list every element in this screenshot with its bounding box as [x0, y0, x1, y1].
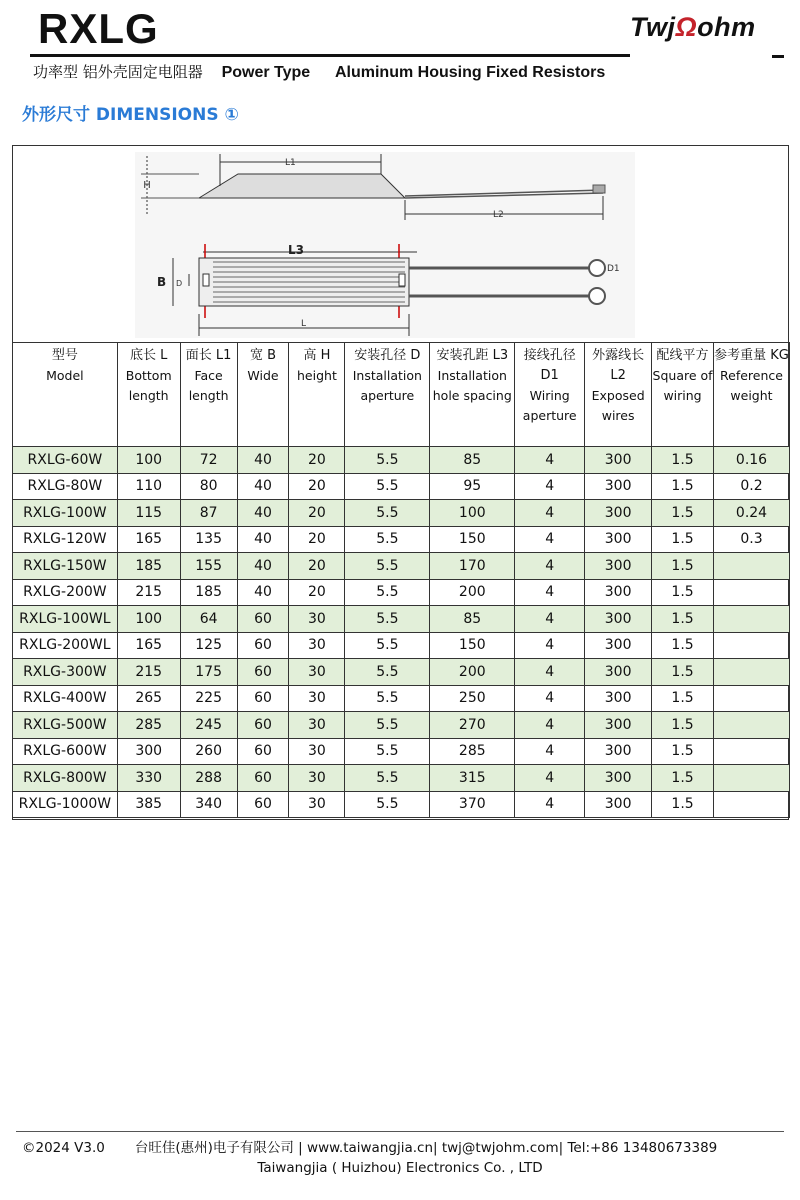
- value-cell: 300: [117, 738, 180, 765]
- model-cell: RXLG-60W: [13, 447, 118, 474]
- model-cell: RXLG-80W: [13, 473, 118, 500]
- value-cell: 4: [515, 500, 585, 527]
- value-cell: 215: [117, 579, 180, 606]
- column-header: [515, 343, 585, 447]
- value-cell: 300: [585, 473, 652, 500]
- column-header-en: Reference weight: [720, 368, 783, 403]
- value-cell: 4: [515, 526, 585, 553]
- value-cell: 60: [237, 659, 289, 686]
- value-cell: 300: [585, 553, 652, 580]
- value-cell: 5.5: [345, 473, 430, 500]
- model-cell: RXLG-200W: [13, 579, 118, 606]
- column-header: [237, 343, 289, 447]
- value-cell: 20: [289, 526, 345, 553]
- column-header-en: Wiring aperture: [522, 388, 577, 423]
- column-header-cn: 外露线长 L2: [592, 348, 645, 383]
- model-cell: RXLG-800W: [13, 765, 118, 792]
- column-header-en: height: [297, 368, 337, 383]
- value-cell: 260: [180, 738, 237, 765]
- value-cell: 5.5: [345, 526, 430, 553]
- value-cell: 60: [237, 791, 289, 818]
- model-cell: RXLG-120W: [13, 526, 118, 553]
- value-cell: 1.5: [652, 553, 714, 580]
- subtitle-power-type: Power Type: [221, 64, 311, 81]
- value-cell: [714, 659, 790, 686]
- table-row: [13, 685, 790, 712]
- model-cell: RXLG-200WL: [13, 632, 118, 659]
- model-cell: RXLG-500W: [13, 712, 118, 739]
- table-row: [13, 712, 790, 739]
- value-cell: 20: [289, 500, 345, 527]
- value-cell: 300: [585, 738, 652, 765]
- label-l3: L3: [288, 243, 304, 257]
- value-cell: 40: [237, 473, 289, 500]
- value-cell: 85: [430, 606, 515, 633]
- table-header-row: [13, 343, 790, 447]
- value-cell: 60: [237, 606, 289, 633]
- value-cell: 4: [515, 791, 585, 818]
- value-cell: 250: [430, 685, 515, 712]
- value-cell: 0.24: [714, 500, 790, 527]
- value-cell: 1.5: [652, 765, 714, 792]
- value-cell: 185: [180, 579, 237, 606]
- value-cell: 5.5: [345, 685, 430, 712]
- value-cell: 87: [180, 500, 237, 527]
- subtitle-description: Aluminum Housing Fixed Resistors: [334, 64, 606, 81]
- label-l1: L1: [285, 158, 296, 168]
- value-cell: 30: [289, 738, 345, 765]
- value-cell: [714, 738, 790, 765]
- model-cell: RXLG-100WL: [13, 606, 118, 633]
- value-cell: 5.5: [345, 553, 430, 580]
- value-cell: 245: [180, 712, 237, 739]
- model-cell: RXLG-300W: [13, 659, 118, 686]
- value-cell: 4: [515, 473, 585, 500]
- footer-contact: 台旺佳(惠州)电子有限公司 | www.taiwangjia.cn| twj@twjohm.com| Tel:+86 13480673389: [134, 1140, 718, 1156]
- subtitle-chinese: 功率型 铝外壳固定电阻器: [33, 63, 203, 81]
- value-cell: 300: [585, 500, 652, 527]
- column-header-cn: 安装孔距 L3: [436, 348, 509, 363]
- column-header: [13, 343, 118, 447]
- column-header-cn: 参考重量 KG: [714, 348, 789, 363]
- company-logo: [630, 12, 756, 43]
- value-cell: 1.5: [652, 606, 714, 633]
- column-header-en: Exposed wires: [591, 388, 645, 423]
- value-cell: 5.5: [345, 579, 430, 606]
- value-cell: 170: [430, 553, 515, 580]
- footer-version: ©2024 V3.0: [22, 1140, 105, 1156]
- value-cell: [714, 579, 790, 606]
- value-cell: 4: [515, 579, 585, 606]
- value-cell: 60: [237, 765, 289, 792]
- value-cell: 300: [585, 606, 652, 633]
- terminal-ring-bottom: [589, 288, 605, 304]
- table-body: [13, 447, 790, 818]
- dimension-drawing: [13, 146, 789, 343]
- value-cell: 30: [289, 685, 345, 712]
- column-header-cn: 配线平方: [656, 348, 709, 363]
- column-header: [714, 343, 790, 447]
- logo-text-prefix: Twj: [630, 12, 676, 42]
- terminal-ring-top: [589, 260, 605, 276]
- value-cell: 1.5: [652, 738, 714, 765]
- label-d1: D1: [607, 264, 620, 274]
- value-cell: 40: [237, 553, 289, 580]
- column-header-en: Wide: [247, 368, 279, 383]
- mount-slot-left: [203, 274, 209, 286]
- column-header-en: Face length: [188, 368, 229, 403]
- value-cell: 64: [180, 606, 237, 633]
- value-cell: 5.5: [345, 500, 430, 527]
- value-cell: 155: [180, 553, 237, 580]
- value-cell: 225: [180, 685, 237, 712]
- value-cell: 1.5: [652, 712, 714, 739]
- value-cell: 40: [237, 526, 289, 553]
- column-header-en: Installation hole spacing: [432, 368, 512, 403]
- value-cell: 125: [180, 632, 237, 659]
- column-header: [585, 343, 652, 447]
- column-header-cn: 面长 L1: [185, 348, 232, 363]
- table-row: [13, 606, 790, 633]
- footer-contact-line: [22, 1136, 717, 1156]
- value-cell: 60: [237, 738, 289, 765]
- section-title-dimensions: 外形尺寸 DIMENSIONS ①: [22, 105, 239, 125]
- model-cell: RXLG-600W: [13, 738, 118, 765]
- value-cell: 300: [585, 632, 652, 659]
- table-row: [13, 791, 790, 818]
- column-header-cn: 高 H: [303, 348, 331, 363]
- value-cell: 200: [430, 659, 515, 686]
- value-cell: 40: [237, 500, 289, 527]
- value-cell: 0.3: [714, 526, 790, 553]
- model-cell: RXLG-100W: [13, 500, 118, 527]
- value-cell: 215: [117, 659, 180, 686]
- column-header: [345, 343, 430, 447]
- value-cell: 4: [515, 606, 585, 633]
- footer-company-name: Taiwangjia ( Huizhou) Electronics Co. , LTD: [257, 1160, 543, 1176]
- label-b: B: [157, 275, 167, 289]
- value-cell: 40: [237, 579, 289, 606]
- value-cell: 5.5: [345, 738, 430, 765]
- table-row: [13, 632, 790, 659]
- value-cell: 315: [430, 765, 515, 792]
- value-cell: 150: [430, 632, 515, 659]
- value-cell: 285: [430, 738, 515, 765]
- value-cell: 185: [117, 553, 180, 580]
- value-cell: 1.5: [652, 791, 714, 818]
- value-cell: 30: [289, 606, 345, 633]
- table-row: [13, 738, 790, 765]
- table-row: [13, 579, 790, 606]
- value-cell: 100: [117, 606, 180, 633]
- value-cell: 1.5: [652, 447, 714, 474]
- value-cell: 370: [430, 791, 515, 818]
- value-cell: 5.5: [345, 712, 430, 739]
- value-cell: [714, 685, 790, 712]
- value-cell: [714, 553, 790, 580]
- value-cell: 72: [180, 447, 237, 474]
- table-row: [13, 659, 790, 686]
- footer-divider: [16, 1131, 784, 1132]
- value-cell: 1.5: [652, 685, 714, 712]
- value-cell: 1.5: [652, 579, 714, 606]
- value-cell: 165: [117, 526, 180, 553]
- value-cell: 270: [430, 712, 515, 739]
- column-header: [117, 343, 180, 447]
- value-cell: 100: [117, 447, 180, 474]
- column-header: [180, 343, 237, 447]
- value-cell: 1.5: [652, 500, 714, 527]
- header-dash: [772, 55, 784, 58]
- model-cell: RXLG-150W: [13, 553, 118, 580]
- value-cell: 5.5: [345, 632, 430, 659]
- value-cell: 300: [585, 447, 652, 474]
- value-cell: 385: [117, 791, 180, 818]
- column-header: [430, 343, 515, 447]
- header-divider: [30, 54, 630, 57]
- label-d: D: [176, 279, 183, 288]
- value-cell: 4: [515, 632, 585, 659]
- label-l2: L2: [493, 210, 504, 220]
- value-cell: 300: [585, 791, 652, 818]
- value-cell: 300: [585, 579, 652, 606]
- value-cell: 5.5: [345, 606, 430, 633]
- table-row: [13, 553, 790, 580]
- label-l: L: [301, 319, 307, 329]
- column-header-cn: 型号: [51, 348, 78, 363]
- value-cell: [714, 791, 790, 818]
- mount-slot-right: [399, 274, 405, 286]
- value-cell: 115: [117, 500, 180, 527]
- value-cell: 110: [117, 473, 180, 500]
- value-cell: 20: [289, 473, 345, 500]
- table-row: [13, 526, 790, 553]
- side-view-wire-end: [593, 185, 605, 193]
- value-cell: 30: [289, 791, 345, 818]
- value-cell: 4: [515, 765, 585, 792]
- model-cell: RXLG-1000W: [13, 791, 118, 818]
- value-cell: 30: [289, 632, 345, 659]
- value-cell: 135: [180, 526, 237, 553]
- value-cell: [714, 632, 790, 659]
- value-cell: [714, 712, 790, 739]
- model-cell: RXLG-400W: [13, 685, 118, 712]
- table-row: [13, 473, 790, 500]
- product-series-title: RXLG: [38, 5, 159, 52]
- value-cell: 40: [237, 447, 289, 474]
- value-cell: 30: [289, 659, 345, 686]
- value-cell: 20: [289, 447, 345, 474]
- value-cell: 20: [289, 553, 345, 580]
- value-cell: 1.5: [652, 473, 714, 500]
- value-cell: 200: [430, 579, 515, 606]
- column-header: [289, 343, 345, 447]
- column-header-en: Bottom length: [125, 368, 172, 403]
- value-cell: 5.5: [345, 791, 430, 818]
- value-cell: 300: [585, 765, 652, 792]
- value-cell: 5.5: [345, 659, 430, 686]
- value-cell: 4: [515, 712, 585, 739]
- column-header-en: Installation aperture: [352, 368, 422, 403]
- value-cell: 0.16: [714, 447, 790, 474]
- value-cell: 4: [515, 553, 585, 580]
- value-cell: 288: [180, 765, 237, 792]
- value-cell: 0.2: [714, 473, 790, 500]
- value-cell: 80: [180, 473, 237, 500]
- value-cell: 30: [289, 765, 345, 792]
- column-header-cn: 宽 B: [249, 348, 277, 363]
- value-cell: 1.5: [652, 632, 714, 659]
- value-cell: 1.5: [652, 526, 714, 553]
- value-cell: 95: [430, 473, 515, 500]
- spec-table: [12, 342, 790, 818]
- value-cell: 165: [117, 632, 180, 659]
- product-subtitle: [33, 61, 625, 82]
- value-cell: 5.5: [345, 447, 430, 474]
- value-cell: 150: [430, 526, 515, 553]
- value-cell: 300: [585, 685, 652, 712]
- column-header-cn: 安装孔径 D: [354, 348, 421, 363]
- table-row: [13, 500, 790, 527]
- value-cell: 60: [237, 632, 289, 659]
- table-row: [13, 447, 790, 474]
- column-header: [652, 343, 714, 447]
- value-cell: 4: [515, 738, 585, 765]
- table-row: [13, 765, 790, 792]
- value-cell: [714, 765, 790, 792]
- label-h: H: [143, 180, 151, 191]
- value-cell: 300: [585, 659, 652, 686]
- value-cell: 330: [117, 765, 180, 792]
- value-cell: 265: [117, 685, 180, 712]
- value-cell: 300: [585, 526, 652, 553]
- value-cell: 300: [585, 712, 652, 739]
- value-cell: 4: [515, 659, 585, 686]
- value-cell: 340: [180, 791, 237, 818]
- logo-text-suffix: ohm: [697, 12, 756, 42]
- value-cell: 85: [430, 447, 515, 474]
- value-cell: 4: [515, 447, 585, 474]
- column-header-cn: 底长 L: [130, 348, 168, 363]
- column-header-en: Model: [46, 368, 84, 383]
- value-cell: 100: [430, 500, 515, 527]
- value-cell: 4: [515, 685, 585, 712]
- column-header-en: Square of wiring: [652, 368, 713, 403]
- value-cell: 60: [237, 685, 289, 712]
- value-cell: 1.5: [652, 659, 714, 686]
- value-cell: 285: [117, 712, 180, 739]
- value-cell: 20: [289, 579, 345, 606]
- value-cell: 30: [289, 712, 345, 739]
- value-cell: [714, 606, 790, 633]
- value-cell: 60: [237, 712, 289, 739]
- logo-omega-icon: Ω: [675, 12, 698, 42]
- value-cell: 175: [180, 659, 237, 686]
- value-cell: 5.5: [345, 765, 430, 792]
- column-header-cn: 接线孔径 D1: [523, 348, 576, 383]
